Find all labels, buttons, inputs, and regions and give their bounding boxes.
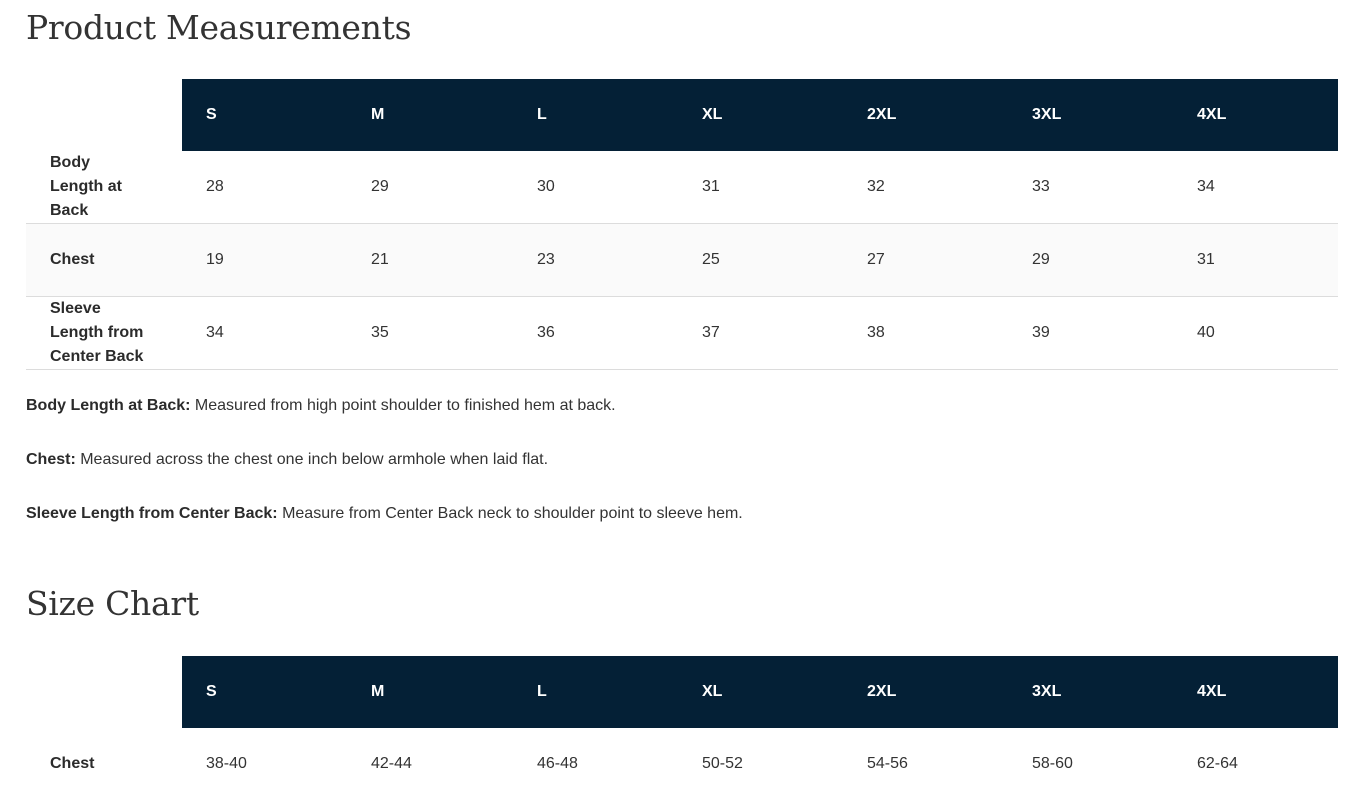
row-label-chest: Chest — [26, 224, 182, 297]
size-header-l: L — [513, 656, 678, 728]
table-row — [26, 151, 1338, 224]
size-header-3xl: 3XL — [1008, 79, 1173, 151]
table-cell: 21 — [347, 224, 513, 297]
table-cell: 39 — [1008, 297, 1173, 370]
table-header-row — [26, 79, 1338, 151]
size-header-xl: XL — [678, 656, 843, 728]
table-cell: 36 — [513, 297, 678, 370]
table-cell: 38 — [843, 297, 1008, 370]
size-header-l: L — [513, 79, 678, 151]
table-cell: 23 — [513, 224, 678, 297]
table-cell: 37 — [678, 297, 843, 370]
row-label-body-length: Body Length at Back — [26, 151, 182, 224]
table-cell: 28 — [182, 151, 347, 224]
note-text: Measured across the chest one inch below armhole when laid flat. — [75, 451, 549, 468]
table-cell: 34 — [182, 297, 347, 370]
table-corner-cell — [26, 79, 182, 151]
table-row — [26, 224, 1338, 297]
note-body-length — [26, 394, 1326, 418]
table-cell: 19 — [182, 224, 347, 297]
table-cell: 29 — [347, 151, 513, 224]
note-text: Measure from Center Back neck to shoulder point to sleeve hem. — [277, 505, 743, 522]
table-cell: 46-48 — [537, 755, 578, 772]
size-header-m: M — [347, 656, 513, 728]
row-label-chest: Chest — [50, 755, 95, 772]
table-cell: 25 — [678, 224, 843, 297]
note-term: Body Length at Back: — [26, 397, 191, 414]
size-header-2xl: 2XL — [843, 79, 1008, 151]
size-header-4xl: 4XL — [1173, 656, 1338, 728]
size-header-s: S — [182, 656, 347, 728]
note-term: Sleeve Length from Center Back: — [26, 505, 278, 522]
note-sleeve-length — [26, 502, 1326, 526]
note-chest — [26, 448, 1326, 472]
table-cell: 31 — [678, 151, 843, 224]
measurement-notes — [26, 394, 1326, 556]
size-header-3xl: 3XL — [1008, 656, 1173, 728]
table-cell: 50-52 — [702, 755, 743, 772]
table-cell: 30 — [513, 151, 678, 224]
size-chart-title: Size Chart — [26, 584, 199, 623]
note-text: Measured from high point shoulder to finished hem at back. — [190, 397, 616, 414]
table-row — [26, 728, 1338, 800]
table-cell: 54-56 — [867, 755, 908, 772]
size-header-2xl: 2XL — [843, 656, 1008, 728]
table-cell: 27 — [843, 224, 1008, 297]
table-cell: 38-40 — [206, 755, 247, 772]
table-cell: 32 — [843, 151, 1008, 224]
size-header-s: S — [182, 79, 347, 151]
table-cell: 33 — [1008, 151, 1173, 224]
table-cell: 31 — [1173, 224, 1338, 297]
table-cell: 35 — [347, 297, 513, 370]
table-header-row — [26, 656, 1338, 728]
size-chart-table — [26, 656, 1338, 800]
table-cell: 42-44 — [371, 755, 412, 772]
table-cell: 58-60 — [1032, 755, 1073, 772]
size-header-m: M — [347, 79, 513, 151]
table-cell: 40 — [1173, 297, 1338, 370]
product-measurements-title: Product Measurements — [26, 8, 412, 47]
product-measurements-table — [26, 79, 1338, 370]
table-cell: 62-64 — [1197, 755, 1238, 772]
note-term: Chest: — [26, 451, 76, 468]
table-cell: 34 — [1173, 151, 1338, 224]
size-header-xl: XL — [678, 79, 843, 151]
table-row — [26, 297, 1338, 370]
row-label-sleeve-length: Sleeve Length from Center Back — [26, 297, 182, 370]
table-cell: 29 — [1008, 224, 1173, 297]
size-header-4xl: 4XL — [1173, 79, 1338, 151]
table-corner-cell — [26, 656, 182, 728]
